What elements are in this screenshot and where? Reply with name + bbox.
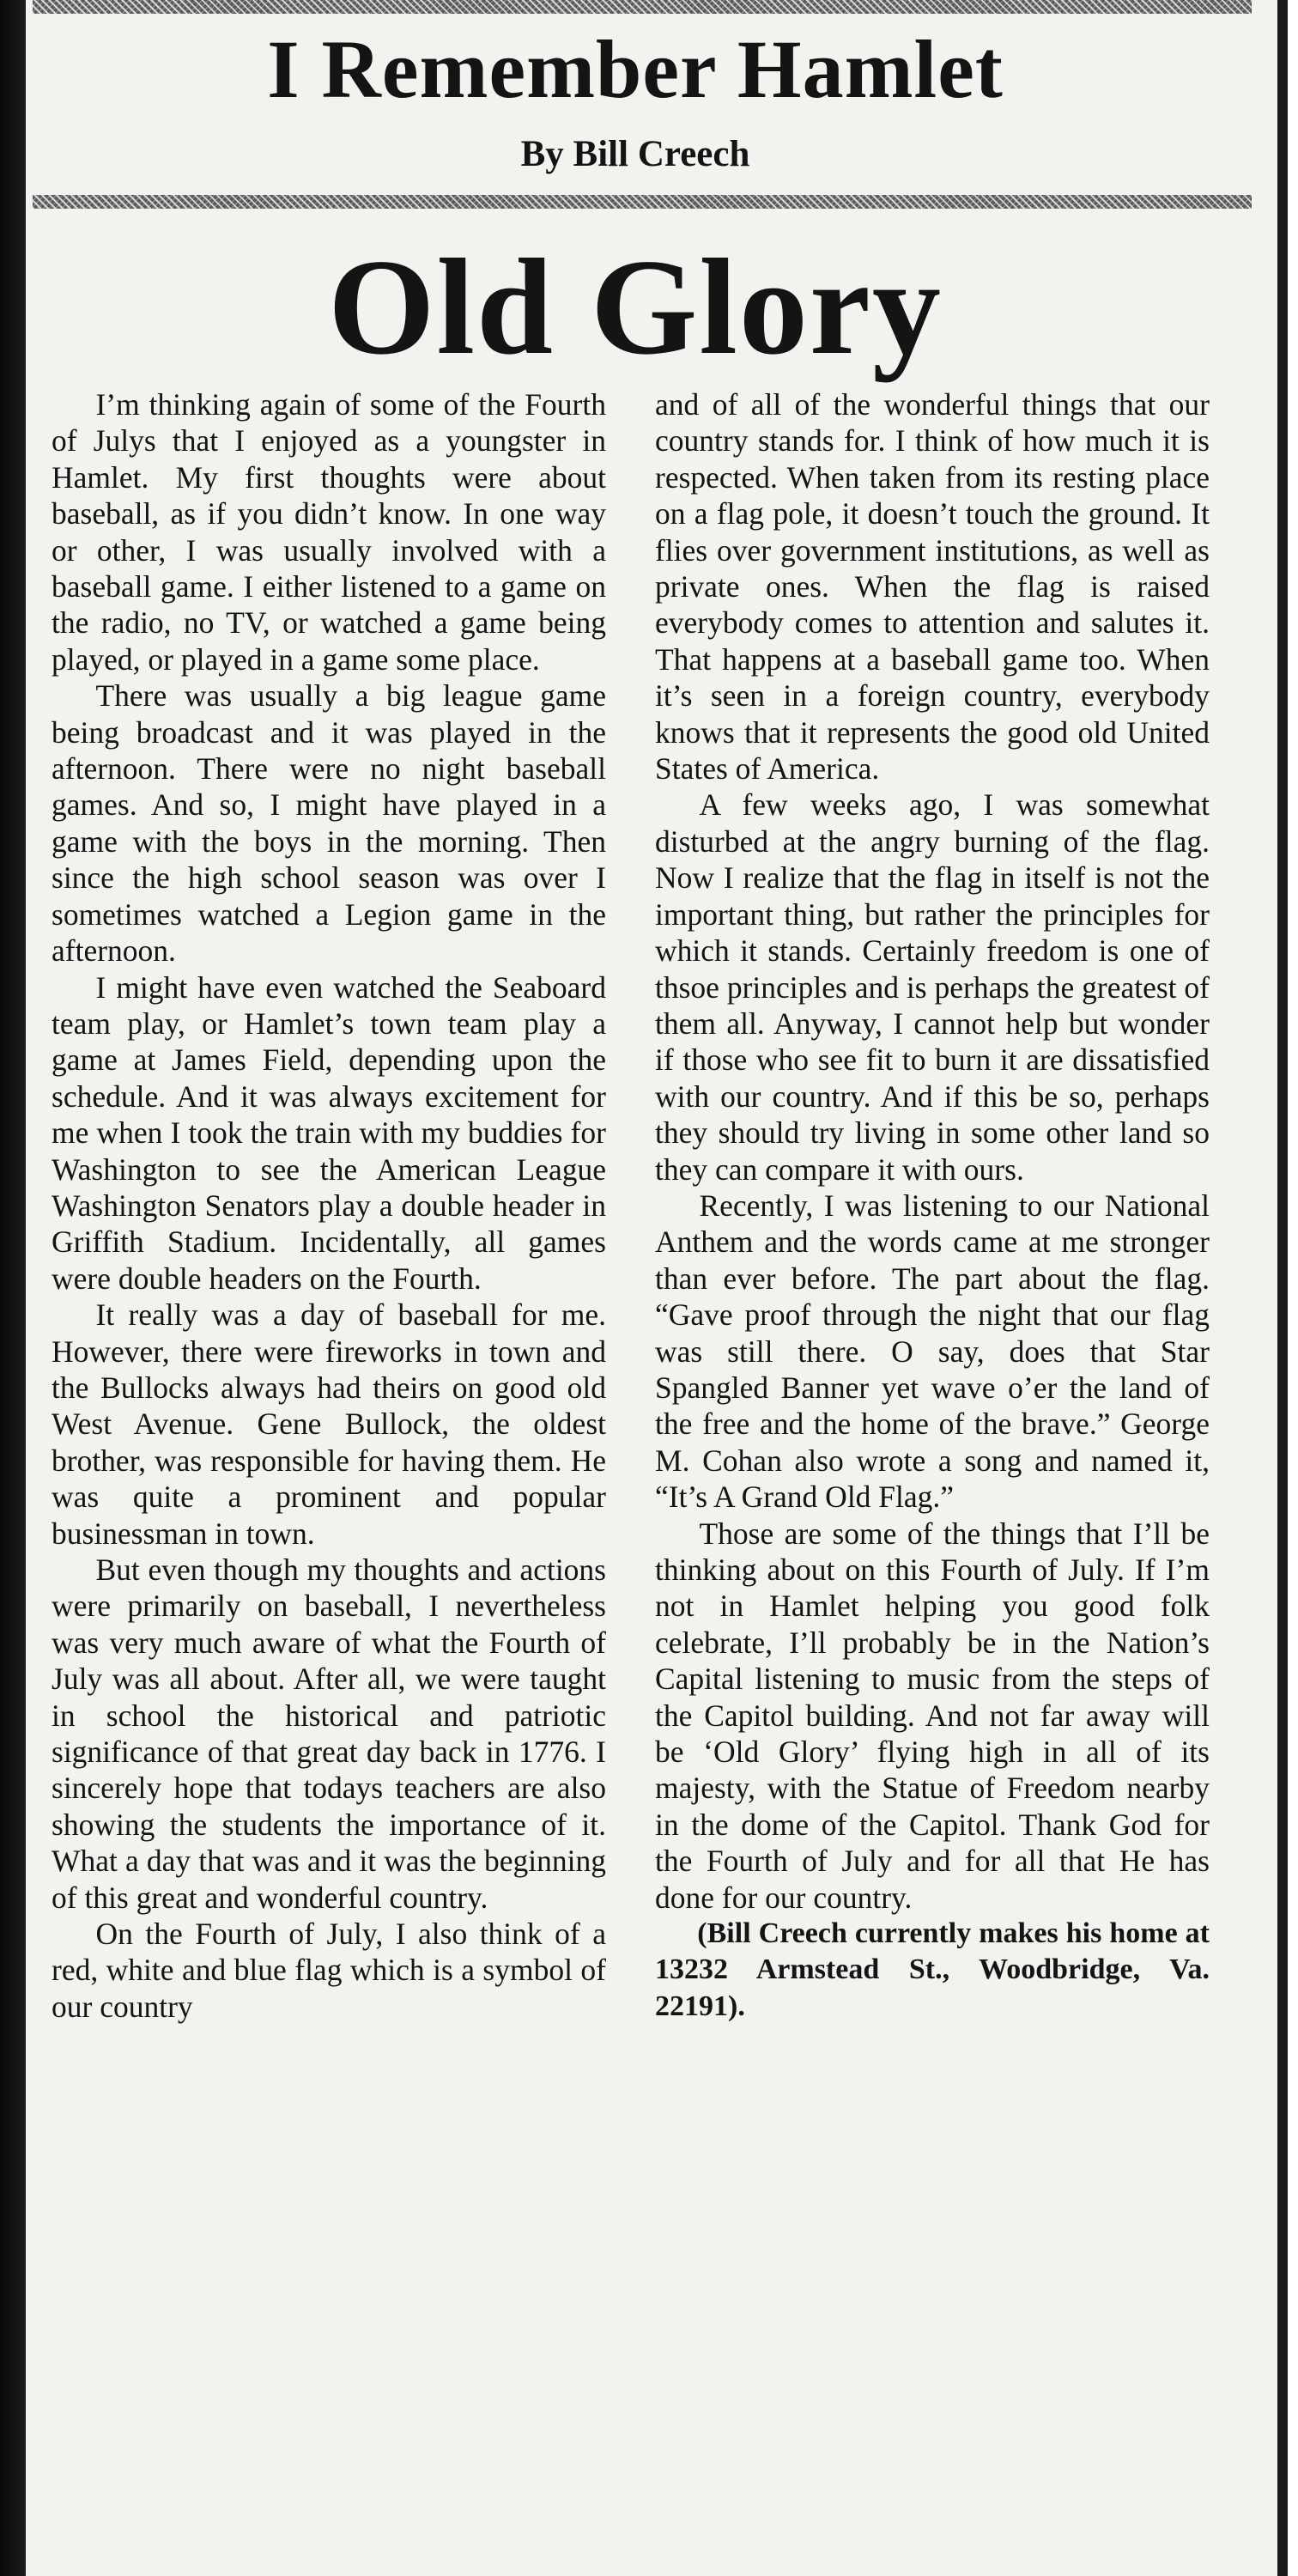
newspaper-clipping — [26, 0, 1288, 2576]
paragraph: I’m thinking again of some of the Fourth of Julys that I enjoyed as a youngster in Hamlet. My first thoughts were about baseball, as if you didn’t know. In one way or other, I was usually involved with a baseball game. I either listened to a game on the radio, no TV, or watched a game being played, or played in a game some place. — [52, 387, 606, 677]
author-bio: (Bill Creech currently makes his home at 13232 Armstead St., Woodbridge, Va. 22191). — [655, 1917, 1210, 2022]
section-rule — [33, 195, 1252, 209]
headline: Old Glory — [328, 230, 943, 383]
paragraph-continued: and of all of the wonderful things that our country stands for. I think of how much it is respected. When taken from its resting place on a flag pole, it doesn’t touch the ground. It flies over government institutions, as well as private ones. When the flag is raised everybody comes to attention and salutes it. That happens at a baseball game too. When it’s seen in a foreign country, everybody knows that it represents the good old United States of America. — [655, 387, 1210, 787]
column-title: I Remember Hamlet — [267, 23, 1004, 115]
byline: By Bill Creech — [520, 134, 750, 174]
paragraph: Those are some of the things that I’ll be thinking about on this Fourth of July. If I’m not in Hamlet helping you good folk celebrate, I’ll probably be in the Nation’s Capital listening to music from the steps of the Capitol building. And not far away will be ‘Old Glory’ flying high in all of its majesty, with the Statue of Freedom nearby in the dome of the Capitol. Thank God for the Fourth of July and for all that He has done for our country. — [655, 1516, 1210, 1915]
article-column-right — [655, 386, 1210, 2025]
clipping-edge — [1277, 0, 1288, 2576]
paragraph: It really was a day of baseball for me. However, there were fireworks in town and the Bullocks always had theirs on good old West Avenue. Gene Bullock, the oldest brother, was responsible for having them. He was quite a prominent and popular businessman in town. — [52, 1297, 606, 1551]
paragraph: There was usually a big league game being broadcast and it was played in the afternoon. There were no night baseball games. And so, I might have played in a game with the boys in the morning. Then since the high school season was over I sometimes watched a Legion game in the afternoon. — [52, 678, 606, 969]
paragraph: On the Fourth of July, I also think of a red, white and blue flag which is a symbol of our country — [52, 1917, 606, 2024]
paragraph: A few weeks ago, I was somewhat disturbed at the angry burning of the flag. Now I realize that the flag in itself is not the important thing, but rather the principles for which it stands. Certainly freedom is one of thsoe principles and is perhaps the greatest of them all. Anyway, I cannot help but wonder if those who see fit to burn it are dissatisfied with our country. And if this be so, perhaps they should try living in some other land so they can compare it with ours. — [655, 787, 1210, 1187]
paragraph: I might have even watched the Seaboard team play, or Hamlet’s town team play a game at James Field, depending upon the schedule. And it was always excitement for me when I took the train with my buddies for Washington to see the American League Washington Senators play a double header in Griffith Stadium. Incidentally, all games were double headers on the Fourth. — [52, 969, 606, 1296]
top-rule — [33, 0, 1252, 14]
article-column-left — [52, 386, 606, 2025]
paragraph: Recently, I was listening to our National Anthem and the words came at me stronger than ever before. The part about the flag. “Gave proof through the night that our flag was still there. O say, does that Star Spangled Banner yet wave o’er the land of the free and the home of the brave.” George M. Cohan also wrote a song and named it, “It’s A Grand Old Flag.” — [655, 1188, 1210, 1515]
paragraph: But even though my thoughts and actions were primarily on baseball, I nevertheless was very much aware of what the Fourth of July was all about. After all, we were taught in school the historical and patriotic significance of that great day back in 1776. I sincerely hope that todays teachers are also showing the students the importance of it. What a day that was and it was the beginning of this great and wonderful country. — [52, 1552, 606, 1915]
